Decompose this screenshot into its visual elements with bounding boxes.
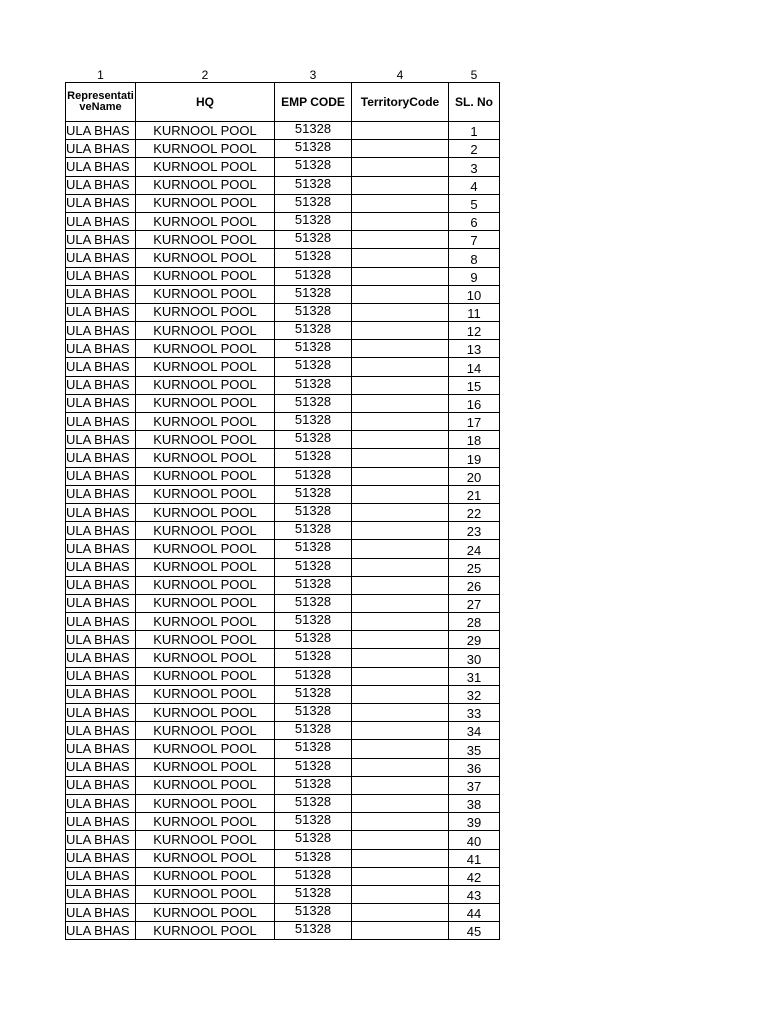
cell-hq: KURNOOL POOL: [136, 685, 275, 703]
cell-representative-name: ULA BHAS: [66, 922, 136, 940]
table-row: [66, 740, 500, 758]
cell-sl-no: 40: [449, 831, 500, 849]
cell-sl-no: 38: [449, 794, 500, 812]
cell-representative-name: ULA BHAS: [66, 613, 136, 631]
header-territory-code: TerritoryCode: [352, 83, 449, 122]
cell-territory-code: [352, 394, 449, 412]
cell-representative-name: ULA BHAS: [66, 122, 136, 140]
cell-territory-code: [352, 722, 449, 740]
cell-emp-code: 51328: [275, 922, 352, 940]
cell-representative-name: ULA BHAS: [66, 267, 136, 285]
cell-territory-code: [352, 376, 449, 394]
cell-representative-name: ULA BHAS: [66, 158, 136, 176]
table-row: [66, 122, 500, 140]
cell-emp-code: 51328: [275, 503, 352, 521]
cell-sl-no: 9: [449, 267, 500, 285]
cell-territory-code: [352, 340, 449, 358]
cell-emp-code: 51328: [275, 358, 352, 376]
cell-sl-no: 17: [449, 413, 500, 431]
cell-emp-code: 51328: [275, 704, 352, 722]
cell-sl-no: 13: [449, 340, 500, 358]
cell-territory-code: [352, 631, 449, 649]
cell-territory-code: [352, 122, 449, 140]
cell-hq: KURNOOL POOL: [136, 631, 275, 649]
cell-sl-no: 31: [449, 667, 500, 685]
table-row: [66, 576, 500, 594]
cell-territory-code: [352, 285, 449, 303]
cell-emp-code: 51328: [275, 613, 352, 631]
cell-hq: KURNOOL POOL: [136, 649, 275, 667]
cell-hq: KURNOOL POOL: [136, 904, 275, 922]
cell-representative-name: ULA BHAS: [66, 485, 136, 503]
cell-emp-code: 51328: [275, 740, 352, 758]
data-table: [65, 66, 500, 940]
cell-territory-code: [352, 449, 449, 467]
cell-emp-code: 51328: [275, 267, 352, 285]
cell-representative-name: ULA BHAS: [66, 885, 136, 903]
table-row: [66, 667, 500, 685]
cell-representative-name: ULA BHAS: [66, 449, 136, 467]
cell-hq: KURNOOL POOL: [136, 740, 275, 758]
cell-hq: KURNOOL POOL: [136, 231, 275, 249]
cell-emp-code: 51328: [275, 140, 352, 158]
cell-territory-code: [352, 267, 449, 285]
cell-emp-code: 51328: [275, 776, 352, 794]
cell-territory-code: [352, 813, 449, 831]
cell-territory-code: [352, 904, 449, 922]
table-row: [66, 704, 500, 722]
cell-representative-name: ULA BHAS: [66, 649, 136, 667]
cell-representative-name: ULA BHAS: [66, 249, 136, 267]
cell-sl-no: 30: [449, 649, 500, 667]
column-number: 2: [201, 68, 209, 82]
cell-emp-code: 51328: [275, 449, 352, 467]
cell-territory-code: [352, 503, 449, 521]
cell-territory-code: [352, 413, 449, 431]
table-row: [66, 158, 500, 176]
cell-territory-code: [352, 467, 449, 485]
table-row: [66, 140, 500, 158]
cell-territory-code: [352, 558, 449, 576]
table-row: [66, 722, 500, 740]
cell-hq: KURNOOL POOL: [136, 413, 275, 431]
cell-hq: KURNOOL POOL: [136, 285, 275, 303]
cell-sl-no: 3: [449, 158, 500, 176]
cell-hq: KURNOOL POOL: [136, 849, 275, 867]
table-row: [66, 340, 500, 358]
column-number: 4: [396, 68, 404, 82]
cell-representative-name: ULA BHAS: [66, 594, 136, 612]
cell-sl-no: 27: [449, 594, 500, 612]
cell-hq: KURNOOL POOL: [136, 776, 275, 794]
cell-hq: KURNOOL POOL: [136, 340, 275, 358]
table-row: [66, 794, 500, 812]
cell-territory-code: [352, 776, 449, 794]
cell-territory-code: [352, 649, 449, 667]
cell-representative-name: ULA BHAS: [66, 285, 136, 303]
cell-representative-name: ULA BHAS: [66, 194, 136, 212]
cell-emp-code: 51328: [275, 231, 352, 249]
cell-hq: KURNOOL POOL: [136, 249, 275, 267]
cell-sl-no: 37: [449, 776, 500, 794]
cell-representative-name: ULA BHAS: [66, 231, 136, 249]
table-row: [66, 631, 500, 649]
table-row: [66, 540, 500, 558]
cell-hq: KURNOOL POOL: [136, 394, 275, 412]
cell-representative-name: ULA BHAS: [66, 667, 136, 685]
cell-sl-no: 28: [449, 613, 500, 631]
table-row: [66, 849, 500, 867]
cell-hq: KURNOOL POOL: [136, 176, 275, 194]
cell-emp-code: 51328: [275, 322, 352, 340]
column-number: 5: [470, 68, 478, 82]
cell-territory-code: [352, 212, 449, 230]
cell-representative-name: ULA BHAS: [66, 631, 136, 649]
table-row: [66, 649, 500, 667]
cell-emp-code: 51328: [275, 249, 352, 267]
cell-emp-code: 51328: [275, 594, 352, 612]
cell-representative-name: ULA BHAS: [66, 831, 136, 849]
cell-representative-name: ULA BHAS: [66, 522, 136, 540]
cell-representative-name: ULA BHAS: [66, 431, 136, 449]
cell-sl-no: 34: [449, 722, 500, 740]
cell-hq: KURNOOL POOL: [136, 794, 275, 812]
cell-sl-no: 24: [449, 540, 500, 558]
cell-representative-name: ULA BHAS: [66, 722, 136, 740]
cell-hq: KURNOOL POOL: [136, 122, 275, 140]
cell-emp-code: 51328: [275, 485, 352, 503]
cell-sl-no: 42: [449, 867, 500, 885]
cell-hq: KURNOOL POOL: [136, 212, 275, 230]
cell-sl-no: 5: [449, 194, 500, 212]
cell-emp-code: 51328: [275, 813, 352, 831]
cell-emp-code: 51328: [275, 631, 352, 649]
cell-territory-code: [352, 613, 449, 631]
cell-hq: KURNOOL POOL: [136, 376, 275, 394]
cell-hq: KURNOOL POOL: [136, 140, 275, 158]
table-row: [66, 776, 500, 794]
cell-hq: KURNOOL POOL: [136, 522, 275, 540]
cell-hq: KURNOOL POOL: [136, 485, 275, 503]
cell-representative-name: ULA BHAS: [66, 212, 136, 230]
cell-sl-no: 6: [449, 212, 500, 230]
cell-hq: KURNOOL POOL: [136, 667, 275, 685]
table-row: [66, 485, 500, 503]
cell-sl-no: 21: [449, 485, 500, 503]
cell-sl-no: 1: [449, 122, 500, 140]
cell-territory-code: [352, 794, 449, 812]
cell-representative-name: ULA BHAS: [66, 540, 136, 558]
cell-territory-code: [352, 922, 449, 940]
cell-representative-name: ULA BHAS: [66, 794, 136, 812]
column-number-row: [66, 66, 500, 83]
cell-representative-name: ULA BHAS: [66, 867, 136, 885]
cell-representative-name: ULA BHAS: [66, 376, 136, 394]
cell-hq: KURNOOL POOL: [136, 885, 275, 903]
cell-territory-code: [352, 249, 449, 267]
cell-sl-no: 18: [449, 431, 500, 449]
cell-territory-code: [352, 867, 449, 885]
header-row: [66, 83, 500, 122]
cell-hq: KURNOOL POOL: [136, 322, 275, 340]
table-row: [66, 212, 500, 230]
cell-hq: KURNOOL POOL: [136, 558, 275, 576]
cell-representative-name: ULA BHAS: [66, 776, 136, 794]
cell-hq: KURNOOL POOL: [136, 303, 275, 321]
cell-representative-name: ULA BHAS: [66, 740, 136, 758]
cell-emp-code: 51328: [275, 576, 352, 594]
cell-hq: KURNOOL POOL: [136, 613, 275, 631]
cell-hq: KURNOOL POOL: [136, 503, 275, 521]
cell-representative-name: ULA BHAS: [66, 813, 136, 831]
header-hq: HQ: [136, 83, 275, 122]
table-row: [66, 522, 500, 540]
cell-sl-no: 20: [449, 467, 500, 485]
cell-territory-code: [352, 485, 449, 503]
cell-territory-code: [352, 522, 449, 540]
table-row: [66, 194, 500, 212]
cell-territory-code: [352, 594, 449, 612]
header-representative-name: RepresentativeName: [66, 83, 136, 122]
cell-territory-code: [352, 540, 449, 558]
table-row: [66, 176, 500, 194]
cell-emp-code: 51328: [275, 904, 352, 922]
cell-hq: KURNOOL POOL: [136, 540, 275, 558]
cell-emp-code: 51328: [275, 558, 352, 576]
column-number: 3: [309, 68, 317, 82]
table-body: [66, 122, 500, 940]
table-row: [66, 231, 500, 249]
cell-sl-no: 43: [449, 885, 500, 903]
cell-representative-name: ULA BHAS: [66, 576, 136, 594]
cell-sl-no: 33: [449, 704, 500, 722]
cell-representative-name: ULA BHAS: [66, 704, 136, 722]
cell-emp-code: 51328: [275, 285, 352, 303]
cell-representative-name: ULA BHAS: [66, 904, 136, 922]
cell-emp-code: 51328: [275, 431, 352, 449]
table-row: [66, 322, 500, 340]
cell-emp-code: 51328: [275, 794, 352, 812]
table-row: [66, 758, 500, 776]
cell-sl-no: 29: [449, 631, 500, 649]
cell-territory-code: [352, 431, 449, 449]
cell-emp-code: 51328: [275, 649, 352, 667]
table-row: [66, 394, 500, 412]
cell-representative-name: ULA BHAS: [66, 322, 136, 340]
cell-emp-code: 51328: [275, 849, 352, 867]
cell-emp-code: 51328: [275, 413, 352, 431]
cell-emp-code: 51328: [275, 212, 352, 230]
cell-representative-name: ULA BHAS: [66, 758, 136, 776]
cell-territory-code: [352, 176, 449, 194]
table-row: [66, 558, 500, 576]
table-row: [66, 922, 500, 940]
cell-territory-code: [352, 303, 449, 321]
cell-emp-code: 51328: [275, 158, 352, 176]
header-sl-no: SL. No: [449, 83, 500, 122]
cell-emp-code: 51328: [275, 885, 352, 903]
cell-sl-no: 4: [449, 176, 500, 194]
cell-sl-no: 7: [449, 231, 500, 249]
cell-hq: KURNOOL POOL: [136, 831, 275, 849]
cell-sl-no: 8: [449, 249, 500, 267]
table-row: [66, 831, 500, 849]
cell-representative-name: ULA BHAS: [66, 176, 136, 194]
table-row: [66, 813, 500, 831]
cell-territory-code: [352, 194, 449, 212]
cell-territory-code: [352, 831, 449, 849]
cell-representative-name: ULA BHAS: [66, 358, 136, 376]
cell-sl-no: 36: [449, 758, 500, 776]
cell-territory-code: [352, 358, 449, 376]
cell-territory-code: [352, 576, 449, 594]
cell-territory-code: [352, 140, 449, 158]
cell-hq: KURNOOL POOL: [136, 704, 275, 722]
cell-hq: KURNOOL POOL: [136, 267, 275, 285]
cell-sl-no: 15: [449, 376, 500, 394]
cell-territory-code: [352, 849, 449, 867]
cell-sl-no: 16: [449, 394, 500, 412]
cell-hq: KURNOOL POOL: [136, 449, 275, 467]
cell-hq: KURNOOL POOL: [136, 194, 275, 212]
table-row: [66, 503, 500, 521]
cell-emp-code: 51328: [275, 758, 352, 776]
cell-hq: KURNOOL POOL: [136, 358, 275, 376]
cell-hq: KURNOOL POOL: [136, 867, 275, 885]
cell-hq: KURNOOL POOL: [136, 722, 275, 740]
cell-territory-code: [352, 758, 449, 776]
table-row: [66, 867, 500, 885]
cell-sl-no: 2: [449, 140, 500, 158]
cell-emp-code: 51328: [275, 540, 352, 558]
cell-sl-no: 11: [449, 303, 500, 321]
table-row: [66, 431, 500, 449]
table-row: [66, 249, 500, 267]
cell-territory-code: [352, 322, 449, 340]
cell-emp-code: 51328: [275, 122, 352, 140]
cell-representative-name: ULA BHAS: [66, 558, 136, 576]
cell-emp-code: 51328: [275, 667, 352, 685]
cell-representative-name: ULA BHAS: [66, 340, 136, 358]
cell-hq: KURNOOL POOL: [136, 813, 275, 831]
cell-sl-no: 44: [449, 904, 500, 922]
cell-representative-name: ULA BHAS: [66, 140, 136, 158]
cell-territory-code: [352, 740, 449, 758]
table-row: [66, 594, 500, 612]
cell-sl-no: 12: [449, 322, 500, 340]
table-row: [66, 267, 500, 285]
cell-sl-no: 14: [449, 358, 500, 376]
cell-emp-code: 51328: [275, 340, 352, 358]
cell-hq: KURNOOL POOL: [136, 594, 275, 612]
table-row: [66, 449, 500, 467]
cell-emp-code: 51328: [275, 194, 352, 212]
cell-sl-no: 45: [449, 922, 500, 940]
cell-emp-code: 51328: [275, 303, 352, 321]
cell-sl-no: 22: [449, 503, 500, 521]
cell-sl-no: 23: [449, 522, 500, 540]
spreadsheet-page: [65, 66, 500, 940]
header-emp-code: EMP CODE: [275, 83, 352, 122]
cell-sl-no: 32: [449, 685, 500, 703]
cell-hq: KURNOOL POOL: [136, 158, 275, 176]
cell-sl-no: 25: [449, 558, 500, 576]
table-row: [66, 904, 500, 922]
cell-emp-code: 51328: [275, 522, 352, 540]
cell-territory-code: [352, 885, 449, 903]
table-row: [66, 467, 500, 485]
cell-representative-name: ULA BHAS: [66, 413, 136, 431]
cell-representative-name: ULA BHAS: [66, 503, 136, 521]
table-row: [66, 413, 500, 431]
cell-territory-code: [352, 704, 449, 722]
cell-territory-code: [352, 685, 449, 703]
cell-representative-name: ULA BHAS: [66, 394, 136, 412]
cell-hq: KURNOOL POOL: [136, 758, 275, 776]
cell-representative-name: ULA BHAS: [66, 849, 136, 867]
cell-emp-code: 51328: [275, 176, 352, 194]
cell-emp-code: 51328: [275, 467, 352, 485]
cell-territory-code: [352, 667, 449, 685]
cell-sl-no: 26: [449, 576, 500, 594]
table-row: [66, 685, 500, 703]
cell-sl-no: 19: [449, 449, 500, 467]
cell-emp-code: 51328: [275, 685, 352, 703]
table-row: [66, 358, 500, 376]
cell-emp-code: 51328: [275, 394, 352, 412]
cell-sl-no: 10: [449, 285, 500, 303]
table-row: [66, 885, 500, 903]
cell-representative-name: ULA BHAS: [66, 467, 136, 485]
cell-representative-name: ULA BHAS: [66, 303, 136, 321]
cell-emp-code: 51328: [275, 867, 352, 885]
cell-hq: KURNOOL POOL: [136, 431, 275, 449]
cell-hq: KURNOOL POOL: [136, 467, 275, 485]
cell-sl-no: 41: [449, 849, 500, 867]
cell-sl-no: 39: [449, 813, 500, 831]
cell-emp-code: 51328: [275, 722, 352, 740]
table-row: [66, 613, 500, 631]
column-number: 1: [97, 68, 104, 82]
cell-territory-code: [352, 231, 449, 249]
cell-hq: KURNOOL POOL: [136, 576, 275, 594]
cell-hq: KURNOOL POOL: [136, 922, 275, 940]
cell-sl-no: 35: [449, 740, 500, 758]
cell-emp-code: 51328: [275, 831, 352, 849]
cell-territory-code: [352, 158, 449, 176]
table-row: [66, 376, 500, 394]
table-row: [66, 285, 500, 303]
cell-representative-name: ULA BHAS: [66, 685, 136, 703]
table-row: [66, 303, 500, 321]
cell-emp-code: 51328: [275, 376, 352, 394]
